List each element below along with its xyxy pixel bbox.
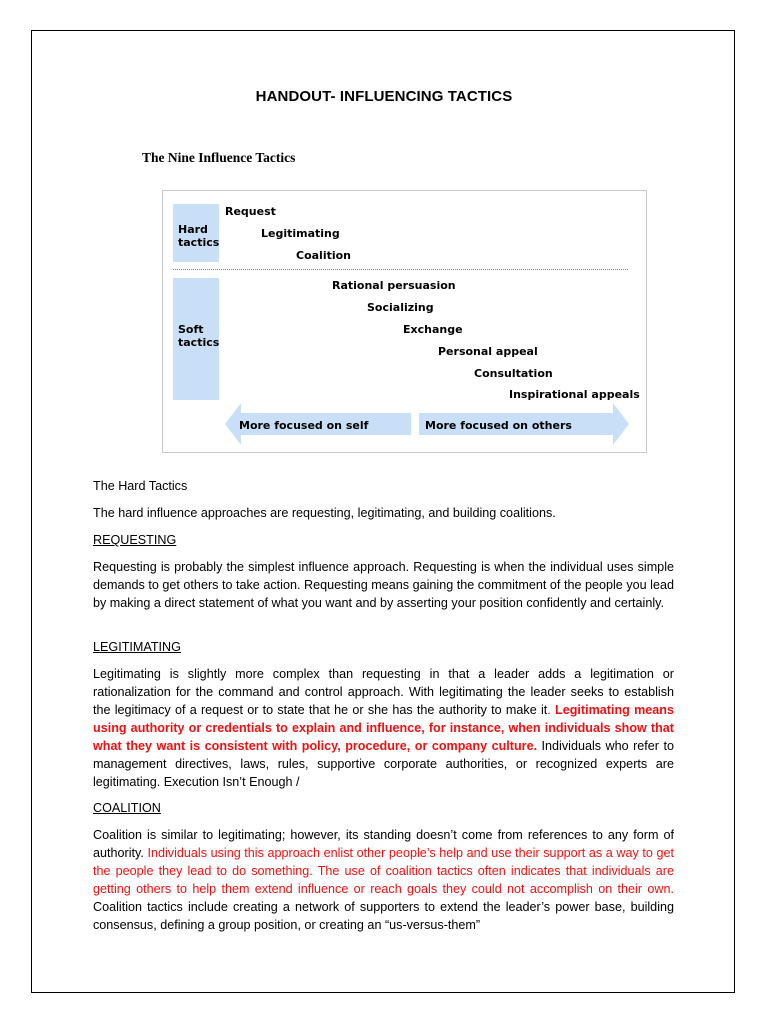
coalition-text — [93, 826, 674, 934]
coalition-text-1: Coalition is similar to legitimating; however, its standing doesn’t come from references to any form of authority. — [93, 828, 674, 860]
legitimating-text-dot: . — [547, 703, 555, 717]
legitimating-text-2: Individuals who refer to management directives, laws, rules, supportive corporate authorities, or recognized experts are legitimating. Execution Isn’t Enough / — [93, 739, 674, 789]
arrow-left-label: More focused on self — [239, 419, 369, 432]
hard-tactics-label — [178, 223, 219, 249]
tactic-coalition: Coalition — [296, 249, 352, 262]
arrow-right-label: More focused on others — [425, 419, 572, 432]
page-title: HANDOUT- INFLUENCING TACTICS — [255, 88, 513, 105]
tactic-request: Request — [225, 205, 276, 218]
legitimating-highlight: Legitimating means using authority or credentials to explain and influence, for instance, when individuals show that what they want is consistent with policy, procedure, or company culture. — [93, 703, 675, 753]
tactic-personal-appeal: Personal appeal — [438, 345, 538, 358]
hard-tactics-heading — [93, 477, 674, 495]
figure-title: The Nine Influence Tactics — [142, 150, 296, 165]
hard-label-line1: Hard — [178, 223, 208, 236]
tactic-exchange: Exchange — [403, 323, 463, 336]
tactic-inspirational-appeals: Inspirational appeals — [509, 388, 640, 401]
influence-tactics-figure — [162, 190, 647, 453]
tactic-legitimating: Legitimating — [261, 227, 340, 240]
requesting-heading: REQUESTING — [93, 533, 177, 547]
intro-paragraph — [93, 504, 674, 522]
legitimating-text — [93, 665, 674, 791]
coalition-section — [93, 799, 674, 934]
coalition-heading: COALITION — [93, 801, 161, 815]
hard-label-line2: tactics — [178, 236, 220, 249]
coalition-highlight: Individuals using this approach enlist other people’s help and use their support as a way to get the people they lead to do something. The use of coalition tactics often indicates that individuals are getting others to help them extend influence or reach goals they could not accomplish on their own. — [93, 846, 674, 896]
tactic-rational-persuasion: Rational persuasion — [332, 279, 456, 292]
legitimating-text-1: Legitimating is slightly more complex than requesting in that a leader adds a legitimation or rationalization for the command and control approach. With legitimating the leader seeks to establish the legitimacy of a request or to state that he or she has the authority to make it — [93, 667, 674, 717]
tactic-socializing: Socializing — [367, 301, 434, 314]
legitimating-section — [93, 638, 674, 791]
requesting-text: Requesting is probably the simplest influence approach. Requesting is when the individual uses simple demands to get others to take action. Requesting means gaining the commitment of the people you lead by making a direct statement of what you want and by asserting your position confidently and certainly. — [93, 560, 674, 610]
intro-text: The hard influence approaches are requesting, legitimating, and building coalitions. — [93, 506, 556, 520]
divider-line — [173, 269, 628, 270]
coalition-text-2: Coalition tactics include creating a network of supporters to extend the leader’s power base, building consensus, defining a group position, or creating an “us-versus-them” — [93, 900, 674, 932]
soft-label-line2: tactics — [178, 336, 220, 349]
requesting-section — [93, 531, 674, 612]
tactic-consultation: Consultation — [474, 367, 553, 380]
soft-label-line1: Soft — [178, 323, 204, 336]
hard-tactics-title: The Hard Tactics — [93, 479, 188, 493]
legitimating-heading: LEGITIMATING — [93, 640, 181, 654]
soft-tactics-label — [178, 323, 219, 349]
